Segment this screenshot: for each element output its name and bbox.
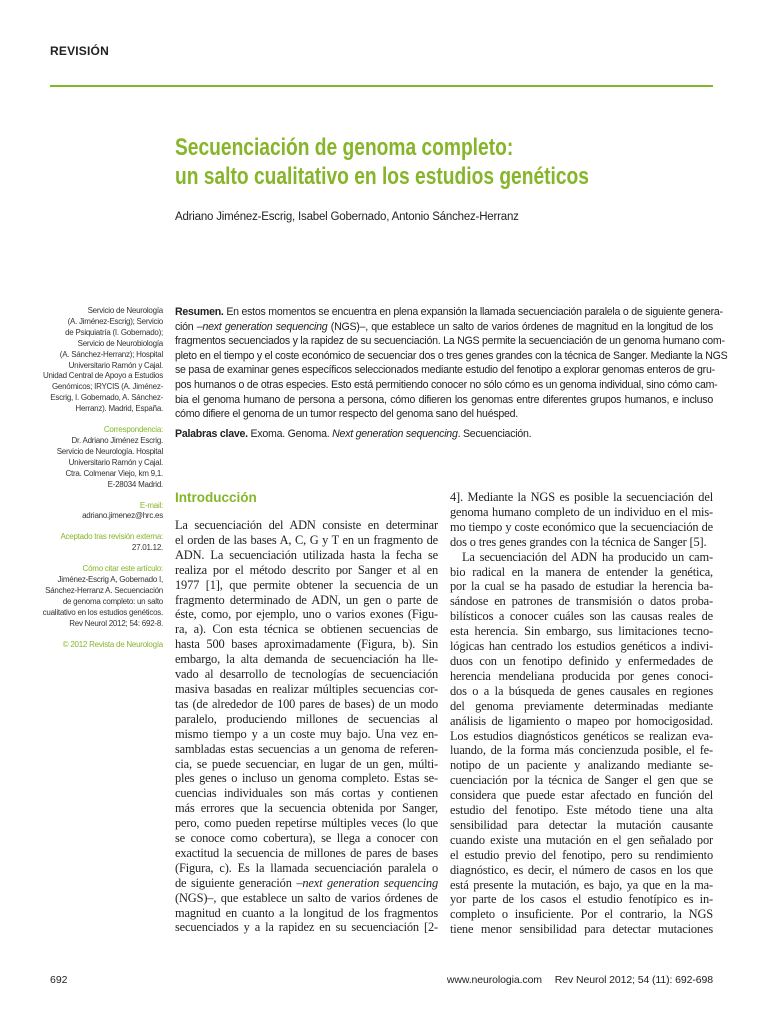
email-block (40, 501, 163, 523)
text-line (450, 579, 713, 594)
text-segment: paralelo, produciendo millones de secuencias al (175, 711, 438, 726)
text-segment: dos o tres genes grandes con la técnica de Sanger [5]. (450, 534, 707, 549)
text-line (450, 535, 713, 550)
text-line (175, 518, 438, 533)
text-segment: del genoma previamente determinadas mediante (450, 698, 713, 713)
text-line (450, 848, 713, 863)
authors: Adriano Jiménez-Escrig, Isabel Gobernado, Antonio Sánchez-Herranz (175, 211, 519, 223)
text-line (450, 609, 713, 624)
text-line (450, 729, 713, 744)
sidebar-line: (A. Jiménez-Escrig); Servicio (67, 316, 163, 326)
text-segment: lógicas han centrado los estudios genéticos a indivi- (450, 639, 713, 654)
text-line (175, 801, 438, 816)
text-segment: por la cual se ha pasado de estudiar la herencia ba- (450, 579, 713, 594)
text-line (175, 846, 438, 861)
abstract (175, 305, 728, 441)
text-segment: considera que puede estar afectado en función del (450, 788, 713, 803)
text-line (175, 771, 438, 786)
text-segment: pero, como pueden repetirse múltiples veces (lo que (175, 816, 438, 831)
text-line (450, 758, 713, 773)
sidebar-line: Jiménez-Escrig A, Gobernado I, (57, 575, 163, 585)
text-line (175, 652, 438, 667)
text-segment: el orden de las bases A, C, G y T en un fragmento de (175, 532, 438, 547)
email-link[interactable]: adriano.jimenez@hrc.es (82, 511, 163, 521)
text-segment: (Figura, c). Es la llamada secuenciación paralela o (175, 860, 438, 875)
sidebar-line: Sánchez-Herranz A. Secuenciación (45, 585, 163, 595)
text-segment: realiza por el método descrito por Sanger et al en (175, 562, 438, 577)
text-segment: tas (de alrededor de 100 pares de bases) de un modo (175, 696, 438, 711)
title-line: un salto cualitativo en los estudios genéticos (175, 163, 589, 190)
text-segment: herencia mendeliana producida por genes conoci- (450, 668, 713, 683)
text-line (450, 684, 713, 699)
text-segment: completo o insuficiente. Por el contrario, la NGS (450, 907, 713, 922)
correspondence-label: Correspondencia: (103, 425, 163, 435)
abstract-line (175, 305, 723, 320)
text-line (175, 667, 438, 682)
text-line (175, 548, 438, 563)
text-segment: secuenciados y a la rapidez en su secuenciación [2- (175, 920, 438, 935)
footer-info (437, 974, 713, 986)
text-segment: análisis de ligamiento o mapeo por homocigosidad. (450, 713, 713, 728)
abstract-line (175, 349, 728, 364)
text-line (450, 520, 713, 535)
text-segment: genoma humano completo de un individuo en el mis- (450, 504, 713, 519)
text-segment: pos humanos o de otras especies. Esto está permitiendo conocer no sólo cómo es un genoma individual, sino cómo cam- (175, 378, 718, 391)
sidebar-line: Ctra. Colmenar Viejo, km 9,1. (65, 468, 163, 478)
text-segment: bia el genoma humano de persona a persona, cómo difieren los genomas entre diferentes grupos humanos, e incluso (175, 393, 713, 406)
journal-citation: Rev Neurol 2012; 54 (11): 692-698 (554, 974, 713, 986)
text-line (450, 803, 713, 818)
text-line (450, 773, 713, 788)
sidebar-line: Servicio de Neurobiología (77, 338, 163, 348)
text-segment: cia, se puede secuenciar, en lugar de un gen, múlti- (175, 756, 438, 771)
website-link[interactable]: www.neurologia.com (446, 974, 542, 986)
text-segment: magnitud en cuanto a la longitud de los fragmentos (175, 905, 438, 920)
text-line (450, 594, 713, 609)
text-segment: next generation sequencing (302, 875, 438, 890)
text-line (450, 699, 713, 714)
text-segment: ción – (175, 320, 203, 333)
abstract-line (175, 334, 725, 349)
text-line (450, 892, 713, 907)
sidebar-line: Universitario Ramón y Cajal. (68, 457, 163, 467)
text-line (175, 876, 438, 891)
text-segment: embargo, la alta demanda de secuenciación ha lle- (175, 652, 438, 667)
text-line (450, 818, 713, 833)
sidebar-line: Universitario Ramón y Cajal. (68, 360, 163, 370)
section-heading-introduccion: Introducción (175, 490, 257, 505)
accepted-block (40, 532, 163, 554)
text-segment: diagnóstico, es decir, el número de casos en los que (450, 862, 713, 877)
sidebar-line: Unidad Central de Apoyo a Estudios (42, 371, 163, 381)
text-line (175, 697, 438, 712)
text-segment: 1977 [1], que permite obtener la secuencia de un (175, 577, 438, 592)
text-segment: se pasa de examinar genes específicos seleccionados mediante estudio del fenotipo a explorar genomas enteros de gru- (175, 364, 715, 377)
text-segment: de siguiente generación – (175, 875, 303, 890)
text-line (175, 831, 438, 846)
correspondence (40, 425, 163, 490)
text-line (450, 624, 713, 639)
text-line (450, 639, 713, 654)
text-segment: luando, de la forma más concienzuda posible, el fe- (450, 743, 713, 758)
text-segment: Resumen. (175, 306, 224, 318)
abstract-line (175, 363, 713, 378)
text-segment: mismo tiempo y a un coste muy bajo. Una vez en- (175, 726, 438, 741)
paragraph (175, 518, 438, 935)
text-line (450, 505, 713, 520)
sidebar-line: Herranz). Madrid, España. (75, 404, 163, 414)
text-segment: notipo de un paciente y analizando mediante se- (450, 758, 713, 773)
text-line (175, 712, 438, 727)
sidebar-line: (A. Sánchez-Herranz); Hospital (59, 349, 163, 359)
text-line (450, 550, 713, 565)
abstract-line (175, 320, 713, 335)
text-segment: En estos momentos se encuentra en plena expansión la llamada secuenciación paralela o de siguiente genera- (223, 306, 723, 318)
text-line (175, 906, 438, 921)
text-segment: sensibilidad para detectar la mutación causante (450, 817, 713, 832)
text-segment: fragmento determinado de ADN, un gen o parte de (175, 592, 438, 607)
keywords (175, 427, 713, 442)
sidebar-line: Rev Neurol 2012; 54: 692-8. (69, 618, 163, 628)
text-segment: éste, como, por ejemplo, uno o varios exones (Figu- (175, 607, 438, 622)
paragraph (450, 550, 713, 938)
affiliations (40, 306, 163, 415)
text-line (175, 682, 438, 697)
sidebar-line: Servicio de Neurología. Hospital (56, 446, 163, 456)
text-segment: pleto en el tiempo y el coste económico de secuenciar dos o tres genes grandes con la técnica de Sanger. Mediante la NGS (175, 349, 728, 362)
text-segment: cómo difiere el genoma de un tumor respecto del genoma sano del huésped. (175, 408, 519, 421)
text-line (450, 714, 713, 729)
header-divider (50, 85, 713, 87)
text-segment: esta herencia. Sin embargo, sus limitaciones tecno- (450, 624, 713, 639)
text-line (175, 578, 438, 593)
text-segment: (NGS)–, que establece un salto de varios órdenes de (175, 890, 438, 905)
text-segment: dos o a la búsqueda de genes causales en regiones (450, 683, 713, 698)
text-segment: sambladas estas secuencias a un genoma de referen- (175, 741, 438, 756)
text-line (450, 907, 713, 922)
text-segment: ra, a). Con esta técnica se obtienen secuencias de (175, 622, 438, 637)
text-line (175, 607, 438, 622)
text-line (175, 563, 438, 578)
text-line (175, 727, 438, 742)
abstract-line (175, 378, 718, 393)
text-line (175, 891, 438, 906)
text-segment: mo tiempo y coste económico que la secuenciación de (450, 519, 713, 534)
accepted-label: Aceptado tras revisión externa: (60, 532, 163, 542)
sidebar-info (40, 306, 163, 650)
text-segment: Los estudios diagnósticos genéticos se realizan eva- (450, 728, 713, 743)
accepted-date: 27.01.12. (131, 543, 163, 553)
text-segment: exactitud la secuencia de millones de pares de bases (175, 845, 438, 860)
sidebar-line: de Psiquiatría (I. Gobernado); (65, 327, 163, 337)
sidebar-line: Servicio de Neurología (87, 306, 163, 315)
text-segment: bio radical en la manera de entender la genética, (450, 564, 713, 579)
text-line (450, 490, 713, 505)
text-segment: (NGS)–, que establece un salto de varios órdenes de magnitud en la longitud de los (327, 320, 713, 333)
text-segment: ADN. La secuenciación utilizada hasta la fecha se (175, 547, 438, 562)
page-number: 692 (50, 974, 68, 986)
text-segment: masiva basadas en realizar múltiples secuencias cor- (175, 681, 438, 696)
text-line (450, 788, 713, 803)
abstract-line (175, 407, 713, 422)
body-column-left (175, 518, 438, 935)
text-segment: 4]. Mediante la NGS es posible la secuenciación del (450, 490, 713, 504)
text-line (450, 922, 713, 937)
text-line (175, 533, 438, 548)
paragraph (450, 490, 713, 550)
text-line (450, 833, 713, 848)
text-line (450, 743, 713, 758)
text-segment: se conoce como cobertura), se llega a conocer con (175, 831, 438, 846)
text-segment: Palabras clave. (175, 427, 248, 440)
text-line (175, 861, 438, 876)
text-line (450, 863, 713, 878)
section-label: REVISIÓN (50, 44, 109, 58)
text-segment: ples genes o incluso un genoma completo. Estas se- (175, 771, 438, 786)
text-line (175, 757, 438, 772)
text-segment: estudio del fenotipo. Este método tiene una alta (450, 803, 713, 818)
sidebar-line: cualitativo en los estudios genéticos. (42, 607, 163, 617)
sidebar-line: Dr. Adriano Jiménez Escrig. (71, 435, 163, 445)
text-segment: tiene menor sensibilidad para detectar mutaciones (450, 922, 713, 937)
copyright: © 2012 Revista de Neurología (62, 639, 163, 649)
text-line (450, 669, 713, 684)
text-line (175, 786, 438, 801)
text-segment: Next generation sequencing (332, 427, 458, 440)
text-segment: La secuenciación del ADN consiste en determinar (175, 518, 438, 532)
text-segment: bilísticos a conocer cuáles son las causas reales de (450, 609, 713, 624)
sidebar-line: Genómicos; IRYCIS (A. Jiménez- (51, 382, 163, 392)
text-line (450, 654, 713, 669)
text-line (450, 878, 713, 893)
text-segment: cuenciación por la técnica de Sanger el gen que se (450, 773, 713, 788)
text-segment: Exoma. Genoma. (247, 427, 333, 440)
cite-label: Cómo citar este artículo: (82, 564, 163, 574)
text-segment: el estudio previo del fenotipo, pero su rendimiento (450, 847, 713, 862)
title-line: Secuenciación de genoma completo: (175, 134, 514, 161)
text-line (175, 920, 438, 935)
text-segment: más errores que la secuencia obtenida por Sanger, (175, 801, 438, 816)
sidebar-line: E-28034 Madrid. (107, 479, 163, 489)
article-title (175, 133, 735, 191)
text-segment: está presente la mutación, es bajo, ya que en la ma- (450, 877, 713, 892)
text-segment: cuencias individuales son más cortas y contienen (175, 786, 438, 801)
text-line (450, 565, 713, 580)
sidebar-line: Escrig, I. Gobernado, A. Sánchez- (50, 393, 163, 403)
sidebar-line: de genoma completo: un salto (62, 596, 163, 606)
text-line (175, 816, 438, 831)
text-segment: fragmentos secuenciados y la rapidez de su secuenciación. La NGS permite la secuenciación de un genoma humano com- (175, 335, 725, 348)
text-segment: La secuenciación del ADN ha producido un cam- (462, 549, 713, 564)
text-segment: . Secuenciación. (457, 427, 532, 440)
text-segment: cuando existe una mutación en el gen señalado por (450, 832, 713, 847)
text-line (175, 742, 438, 757)
text-segment: vado al desarrollo de tecnologías de secuenciación (175, 667, 438, 682)
text-line (175, 622, 438, 637)
text-segment: hasta 500 bases aproximadamente (Figura, b). Sin (175, 637, 438, 652)
text-line (175, 593, 438, 608)
text-segment: sándose en patrones de transmisión o datos proba- (450, 594, 713, 609)
body-column-right (450, 490, 713, 937)
text-segment: next generation sequencing (202, 320, 328, 333)
abstract-line (175, 393, 713, 408)
text-segment: duos con un fenotipo definido y enfermedades de (450, 653, 713, 668)
email-label: E-mail: (139, 500, 163, 510)
text-segment: yor parte de los casos el estudio fenotípico es in- (450, 892, 713, 907)
text-line (175, 637, 438, 652)
cite-block (40, 564, 163, 629)
